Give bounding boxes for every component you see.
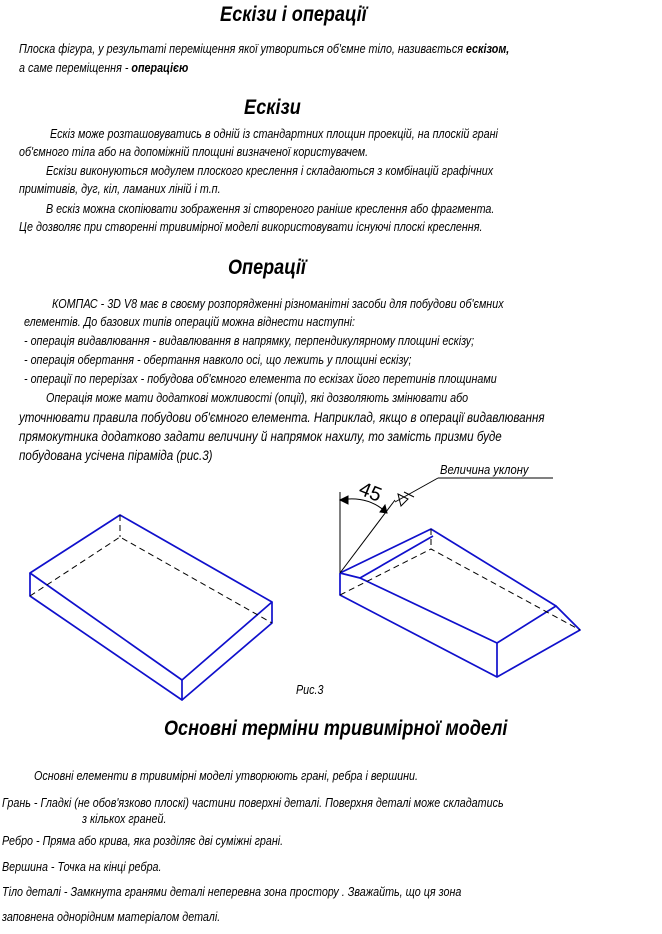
slope-label: Величина уклону — [440, 462, 529, 477]
operations-line: КОМПАС - 3D V8 має в своєму розпорядженні різноманітні засоби для побудови об'ємних — [52, 297, 504, 311]
operations-line: побудована усічена піраміда (рис.3) — [19, 448, 213, 463]
operations-line: прямокутника додатково задати величину й напрямок нахилу, то замість призми буде — [19, 429, 502, 444]
figure-caption: Рис.3 — [296, 683, 324, 697]
operations-line: елементів. До базових типів операцій можна віднести наступні: — [24, 315, 356, 329]
term-body: Тіло деталі - Замкнута гранями деталі неперевна зона простору . Зважайть, що ця зона — [2, 885, 462, 899]
terms-heading: Основні терміни тривимірної моделі — [164, 717, 508, 740]
term-body-cont: заповнена однорідним матеріалом деталі. — [2, 910, 221, 924]
tapered-extrusion — [340, 529, 580, 677]
intro-term-sketch: ескізом, — [465, 42, 510, 56]
intro-text: Плоска фігура, у результаті переміщення якої утвориться об'ємне тіло, називається — [19, 42, 466, 56]
sketches-line: Ескізи виконуються модулем плоского креслення і складаються з комбінацій графічних — [46, 164, 494, 178]
operations-list-item: - операції по перерізах - побудова об'ємного елемента по ескізах його перетинів площинами — [24, 372, 497, 386]
sketches-line: Це дозволяє при створенні тривимірної моделі використовувати існуючі плоскі креслення. — [19, 220, 483, 234]
operations-list-item: - операція видавлювання - видавлювання в напрямку, перпендикулярному площині ескізу; — [24, 334, 475, 348]
sketches-heading: Ескізи — [244, 96, 301, 119]
extrusion-prism — [30, 515, 272, 700]
term-face: Грань - Гладкі (не обов'язково плоскі) частини поверхні деталі. Поверхня деталі може складатись — [2, 796, 504, 810]
tapered-hidden-edges — [340, 529, 580, 630]
term-vertex: Вершина - Точка на кінці ребра. — [2, 860, 162, 874]
term-edge: Ребро - Пряма або крива, яка розділяє дві суміжні грані. — [2, 834, 284, 848]
terms-intro: Основні елементи в тривимірні моделі утворюють грані, ребра і вершини. — [34, 769, 419, 783]
operations-line: Операція може мати додаткові можливості (опції), які дозволяють змінювати або — [46, 391, 469, 405]
intro-text: а саме переміщення - — [19, 61, 132, 75]
operations-heading: Операції — [228, 256, 306, 279]
sketches-line: В ескіз можна скопіювати зображення зі створеного раніше креслення або фрагмента. — [46, 202, 495, 216]
page-title: Ескізи і операції — [220, 3, 367, 26]
sketches-line: примітивів, дуг, кіл, ламаних ліній і т.п. — [19, 182, 221, 196]
sketches-line: об'ємного тіла або на допоміжній площині визначеної користувачем. — [19, 145, 369, 159]
sketches-line: Ескіз може розташовуватись в одній із стандартних площин проекцій, на плоскій грані — [50, 127, 498, 141]
intro-term-operation: операцією — [131, 61, 189, 75]
operations-line: уточнювати правила побудови об'ємного елемента. Наприклад, якщо в операції видавлювання — [19, 410, 545, 425]
operations-list-item: - операція обертання - обертання навколо осі, що лежить у площині ескізу; — [24, 353, 412, 367]
angle-label: 45 — [355, 478, 385, 507]
prism-hidden-edges — [30, 515, 272, 623]
term-face-cont: з кількох граней. — [82, 812, 167, 826]
